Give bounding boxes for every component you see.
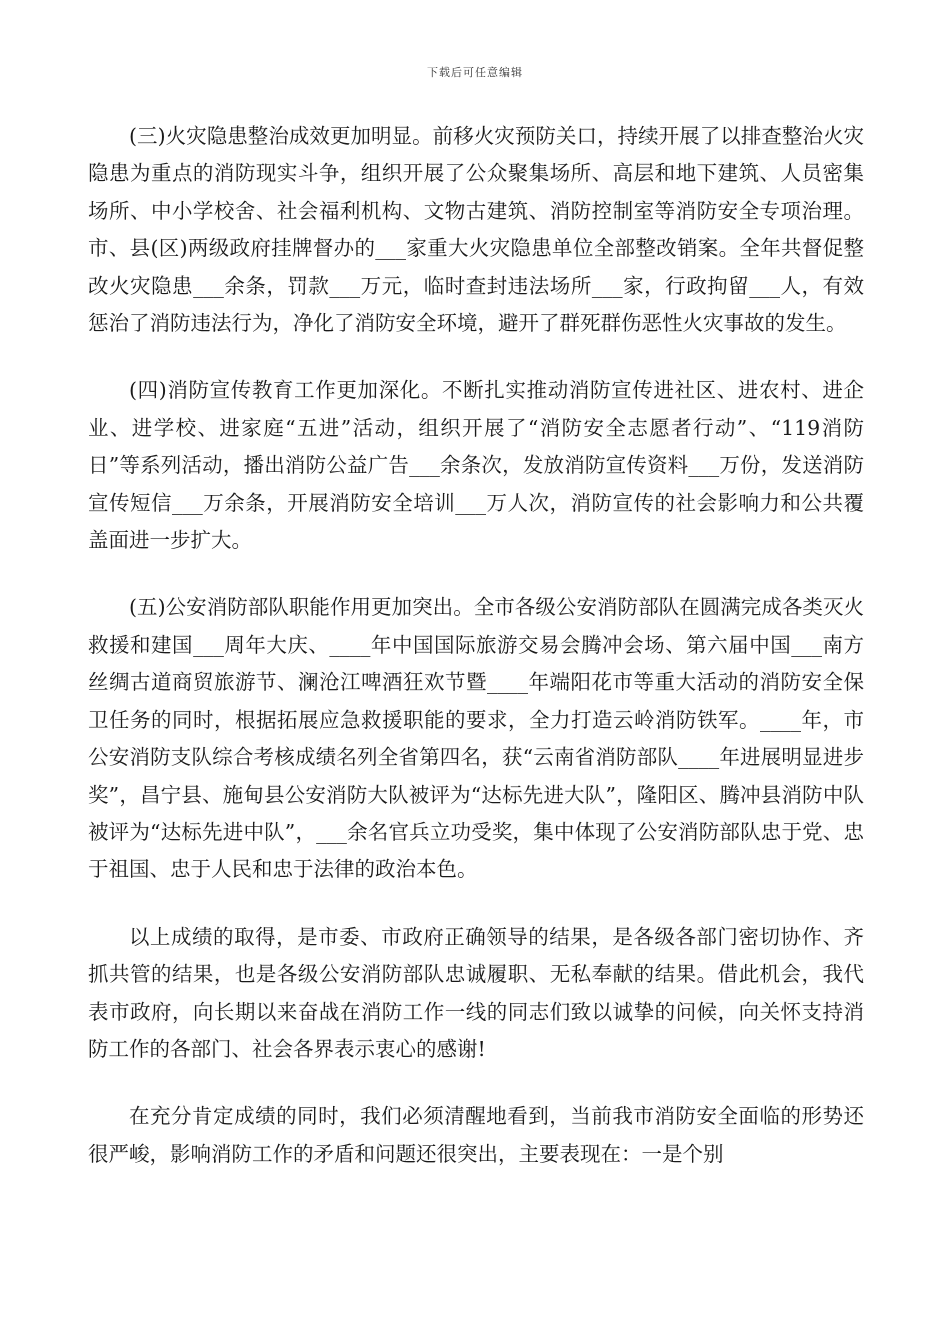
document-body [88,118,864,1203]
paragraph-fire-brigade-role: (五)公安消防部队职能作用更加突出。全市各级公安消防部队在圆满完成各类灭火救援和建国___周年大庆、____年中国国际旅游交易会腾冲会场、第六届中国___南方丝绸古道商贸旅游节、澜沧江啤酒狂欢节暨____年端阳花市等重大活动的消防安全保卫任务的同时，根据拓展应急救援职能的要求，全力打造云岭消防铁军。____年，市公安消防支队综合考核成绩名列全省第四名，获“云南省消防部队____年进展明显进步奖”，昌宁县、施甸县公安消防大队被评为“达标先进大队”，隆阳区、腾冲县消防中队被评为“达标先进中队”，___余名官兵立功受奖，集中体现了公安消防部队忠于党、忠于祖国、忠于人民和忠于法律的政治本色。 [88,595,864,882]
paragraph-achievements-thanks: 以上成绩的取得，是市委、市政府正确领导的结果，是各级各部门密切协作、齐抓共管的结果，也是各级公安消防部队忠诚履职、无私奉献的结果。借此机会，我代表市政府，向长期以来奋战在消防工作一线的同志们致以诚挚的问候，向关怀支持消防工作的各部门、社会各界表示衷心的感谢! [88,924,864,1061]
page-header: 下载后可任意编辑 [427,66,523,79]
paragraph-fire-publicity-education: (四)消防宣传教育工作更加深化。不断扎实推动消防宣传进社区、进农村、进企业、进学校、进家庭“五进”活动，组织开展了“消防安全志愿者行动”、“119消防日”等系列活动，播出消防公益广告___余条次，发放消防宣传资料___万份，发送消防宣传短信___万余条，开展消防安全培训___万人次，消防宣传的社会影响力和公共覆盖面进一步扩大。 [88,378,864,553]
paragraph-fire-hazard-rectification: (三)火灾隐患整治成效更加明显。前移火灾预防关口，持续开展了以排查整治火灾隐患为重点的消防现实斗争，组织开展了公众聚集场所、高层和地下建筑、人员密集场所、中小学校舍、社会福利机构、文物古建筑、消防控制室等消防安全专项治理。市、县(区)两级政府挂牌督办的___家重大火灾隐患单位全部整改销案。全年共督促整改火灾隐患___余条，罚款___万元，临时查封违法场所___家，行政拘留___人，有效惩治了消防违法行为，净化了消防安全环境，避开了群死群伤恶性火灾事故的发生。 [88,124,864,336]
paragraph-current-situation: 在充分肯定成绩的同时，我们必须清醒地看到，当前我市消防安全面临的形势还很严峻，影响消防工作的矛盾和问题还很突出，主要表现在：一是个别 [88,1104,864,1166]
